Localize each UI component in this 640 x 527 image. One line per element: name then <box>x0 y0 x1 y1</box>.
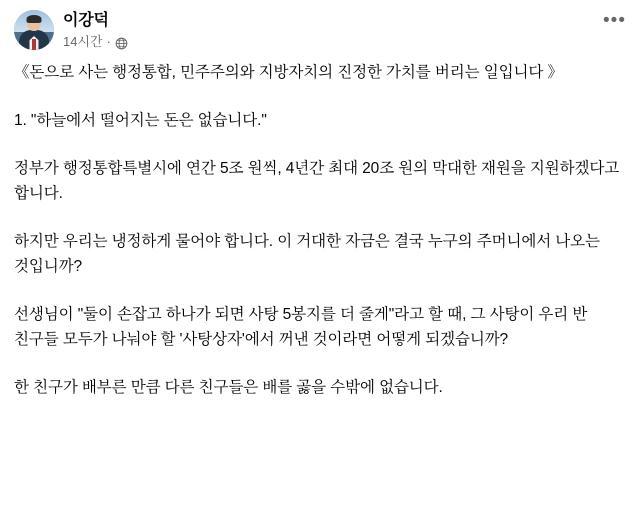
post-paragraph: 1. "하늘에서 떨어지는 돈은 없습니다." <box>14 112 267 129</box>
avatar[interactable] <box>14 10 54 50</box>
post-paragraph: 선생님이 "둘이 손잡고 하나가 되면 사탕 5봉지를 더 줄게"라고 할 때, 그 사탕이 우리 반 친구들 모두가 나눠야 할 '사탕상자'에서 꺼낸 것이라면 어떻게 되겠습니까? <box>14 306 592 348</box>
post-paragraph: 한 친구가 배부른 만큼 다른 친구들은 배를 곯을 수밖에 없습니다. <box>14 379 443 396</box>
post-header <box>0 0 640 54</box>
more-options-icon[interactable]: ••• <box>603 10 626 31</box>
post-body <box>0 54 640 400</box>
author-name[interactable]: 이강덕 <box>63 12 109 29</box>
post-paragraph: 《돈으로 사는 행정통합, 민주주의와 지방자치의 진정한 가치를 버리는 일입니다 》 <box>14 64 563 81</box>
post-timestamp[interactable]: 14시간 <box>63 34 103 49</box>
post-header-text <box>63 10 128 50</box>
avatar-tie <box>32 39 36 50</box>
globe-icon[interactable] <box>115 37 128 50</box>
post-meta <box>63 34 128 50</box>
post-paragraph: 하지만 우리는 냉정하게 물어야 합니다. 이 거대한 자금은 결국 누구의 주머니에서 나오는 것입니까? <box>14 233 605 275</box>
post-paragraph: 정부가 행정통합특별시에 연간 5조 원씩, 4년간 최대 20조 원의 막대한 재원을 지원하겠다고 합니다. <box>14 160 624 202</box>
avatar-hair <box>27 15 42 23</box>
meta-separator: · <box>106 34 111 49</box>
